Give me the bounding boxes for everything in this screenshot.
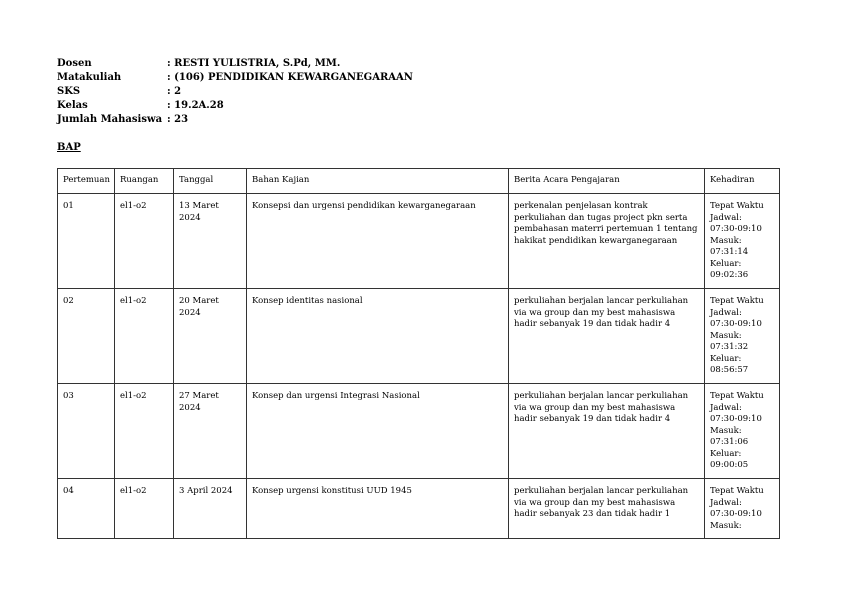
col-header-berita-acara: Berita Acara Pengajaran (509, 169, 705, 194)
cell-tanggal: 3 April 2024 (174, 479, 247, 539)
keluar-value: 08:56:57 (710, 365, 749, 375)
keluar-label: Keluar: (710, 448, 742, 459)
dosen-row (57, 57, 413, 71)
section-title: BAP (57, 142, 81, 153)
jumlah-row (57, 113, 413, 127)
table-row (58, 194, 780, 289)
masuk-label: Masuk: (710, 520, 742, 531)
cell-pertemuan: 04 (58, 479, 115, 539)
dosen-label: Dosen (57, 58, 92, 69)
col-header-ruangan: Ruangan (115, 169, 174, 194)
kelas-value: : 19.2A.28 (167, 100, 224, 111)
table-header-row (58, 169, 780, 194)
jadwal-value: 07:30-09:10 (710, 509, 762, 519)
cell-kehadiran (705, 479, 780, 539)
keluar-label: Keluar: (710, 258, 742, 269)
jadwal-label: Jadwal: (710, 307, 742, 318)
col-header-bahan-kajian: Bahan Kajian (247, 169, 509, 194)
jadwal-value: 07:30-09:10 (710, 414, 762, 424)
cell-bahan-kajian: Konsep identitas nasional (247, 289, 509, 384)
table-row (58, 289, 780, 384)
jadwal-value: 07:30-09:10 (710, 319, 762, 329)
col-header-kehadiran: Kehadiran (705, 169, 780, 194)
cell-bahan-kajian: Konsep dan urgensi Integrasi Nasional (247, 384, 509, 479)
masuk-value: 07:31:06 (710, 437, 749, 447)
cell-tanggal: 20 Maret 2024 (174, 289, 247, 384)
kehadiran-status: Tepat Waktu (710, 486, 764, 496)
jadwal-value: 07:30-09:10 (710, 224, 762, 234)
cell-kehadiran (705, 384, 780, 479)
matakuliah-value: : (106) PENDIDIKAN KEWARGANEGARAAN (167, 72, 413, 83)
sks-label: SKS (57, 86, 81, 97)
bap-table (57, 168, 780, 539)
col-header-pertemuan: Pertemuan (58, 169, 115, 194)
cell-bahan-kajian: Konsep urgensi konstitusi UUD 1945 (247, 479, 509, 539)
jumlah-value: : 23 (167, 114, 189, 125)
cell-tanggal: 13 Maret 2024 (174, 194, 247, 289)
keluar-value: 09:02:36 (710, 270, 749, 280)
matakuliah-label: Matakuliah (57, 72, 122, 83)
matakuliah-row (57, 71, 413, 85)
cell-pertemuan: 01 (58, 194, 115, 289)
cell-kehadiran (705, 289, 780, 384)
keluar-label: Keluar: (710, 353, 742, 364)
sks-value: : 2 (167, 86, 182, 97)
kehadiran-status: Tepat Waktu (710, 201, 764, 211)
keluar-value: 09:00:05 (710, 460, 749, 470)
jadwal-label: Jadwal: (710, 497, 742, 508)
cell-berita-acara: perkuliahan berjalan lancar perkuliahan via wa group dan my best mahasiswa hadir sebanyak 19 dan tidak hadir 4 (509, 289, 705, 384)
cell-berita-acara: perkuliahan berjalan lancar perkuliahan via wa group dan my best mahasiswa hadir sebanyak 23 dan tidak hadir 1 (509, 479, 705, 539)
cell-ruangan: el1-o2 (115, 194, 174, 289)
jumlah-label: Jumlah Mahasiswa (57, 114, 163, 125)
cell-ruangan: el1-o2 (115, 384, 174, 479)
sks-row (57, 85, 413, 99)
cell-tanggal: 27 Maret 2024 (174, 384, 247, 479)
cell-pertemuan: 02 (58, 289, 115, 384)
cell-ruangan: el1-o2 (115, 289, 174, 384)
cell-bahan-kajian: Konsepsi dan urgensi pendidikan kewarganegaraan (247, 194, 509, 289)
kelas-row (57, 99, 413, 113)
cell-pertemuan: 03 (58, 384, 115, 479)
course-info (57, 57, 413, 127)
masuk-value: 07:31:32 (710, 342, 749, 352)
table-row (58, 479, 780, 539)
cell-ruangan: el1-o2 (115, 479, 174, 539)
table-row (58, 384, 780, 479)
col-header-tanggal: Tanggal (174, 169, 247, 194)
jadwal-label: Jadwal: (710, 212, 742, 223)
masuk-value: 07:31:14 (710, 247, 749, 257)
cell-kehadiran (705, 194, 780, 289)
jadwal-label: Jadwal: (710, 402, 742, 413)
masuk-label: Masuk: (710, 330, 742, 341)
kehadiran-status: Tepat Waktu (710, 391, 764, 401)
masuk-label: Masuk: (710, 235, 742, 246)
cell-berita-acara: perkuliahan berjalan lancar perkuliahan via wa group dan my best mahasiswa hadir sebanyak 19 dan tidak hadir 4 (509, 384, 705, 479)
masuk-label: Masuk: (710, 425, 742, 436)
dosen-value: : RESTI YULISTRIA, S.Pd, MM. (167, 58, 341, 69)
cell-berita-acara: perkenalan penjelasan kontrak perkuliahan dan tugas project pkn serta pembahasan materri pertemuan 1 tentang hakikat pendidikan kewarganegaraan (509, 194, 705, 289)
kelas-label: Kelas (57, 100, 88, 111)
kehadiran-status: Tepat Waktu (710, 296, 764, 306)
